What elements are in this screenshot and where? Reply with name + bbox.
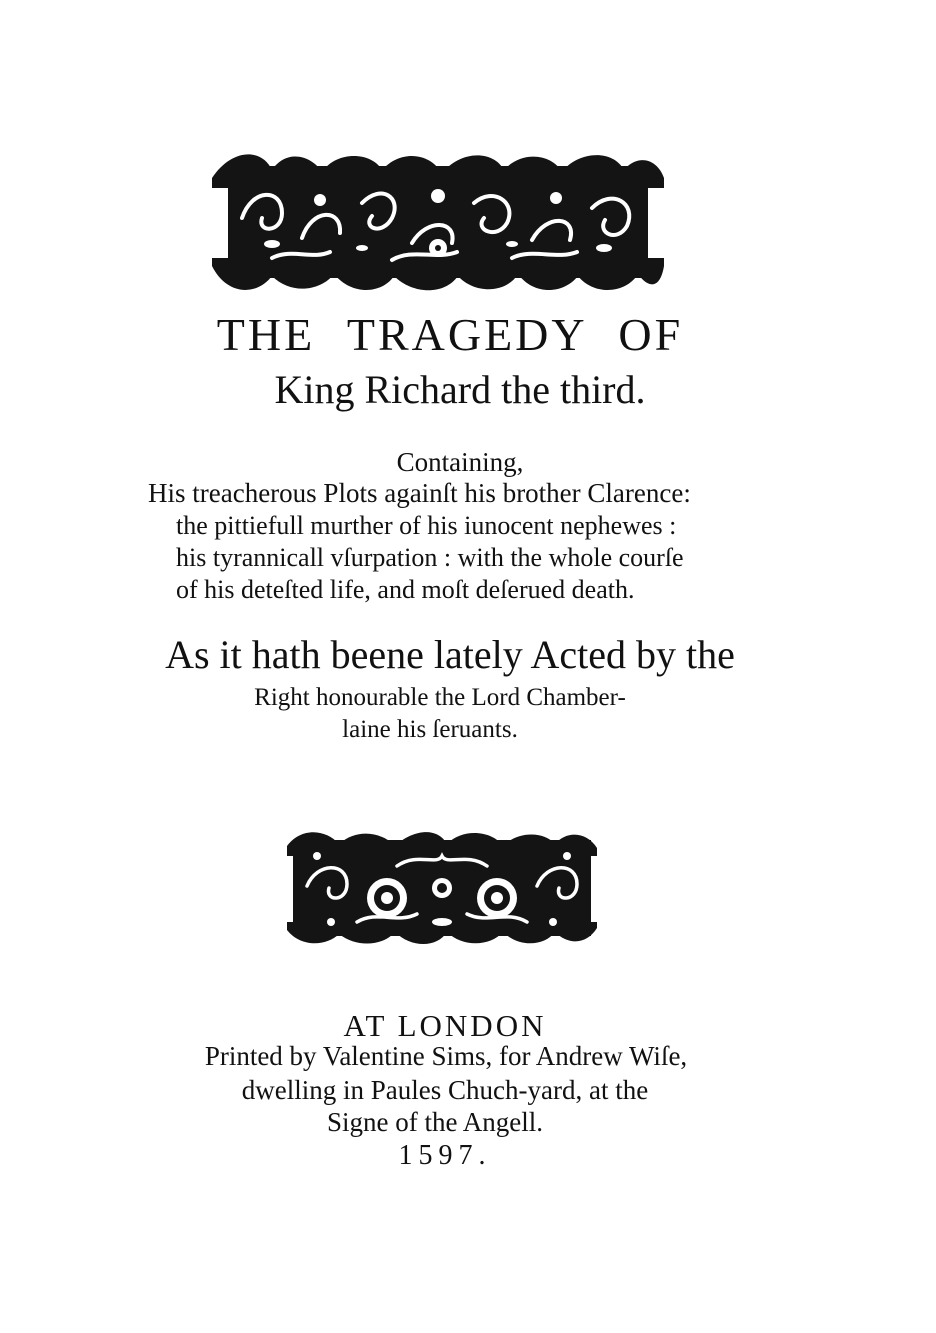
description-line: the pittiefull murther of his iunocent nephewes : <box>176 511 677 540</box>
imprint-printer-line: Printed by Valentine Sims, for Andrew Wiſe, <box>204 1041 688 1071</box>
description-line: His treacherous Plots againſt his brother Clarence: <box>148 478 691 508</box>
company-line: Right honourable the Lord Chamber- <box>254 684 626 711</box>
imprint-place: AT LONDON <box>343 1008 547 1043</box>
performance-statement: As it hath beene lately Acted by the <box>165 632 735 677</box>
company-line: laine his ſeruants. <box>342 716 518 743</box>
description-line: of his deteſted life, and moſt deſerued death. <box>176 575 635 604</box>
imprint-year: 1597. <box>398 1140 492 1171</box>
description-heading: Containing, <box>396 447 524 477</box>
imprint-sign-line: Signe of the Angell. <box>327 1107 543 1137</box>
play-subtitle: King Richard the third. <box>274 367 646 412</box>
top-ornament-icon <box>212 148 664 296</box>
middle-ornament-icon <box>287 826 597 948</box>
play-title: THE TRAGEDY OF <box>216 309 684 360</box>
imprint-address-line: dwelling in Paules Chuch-yard, at the <box>241 1075 649 1105</box>
description-line: his tyrannicall vſurpation : with the whole courſe <box>176 543 684 572</box>
